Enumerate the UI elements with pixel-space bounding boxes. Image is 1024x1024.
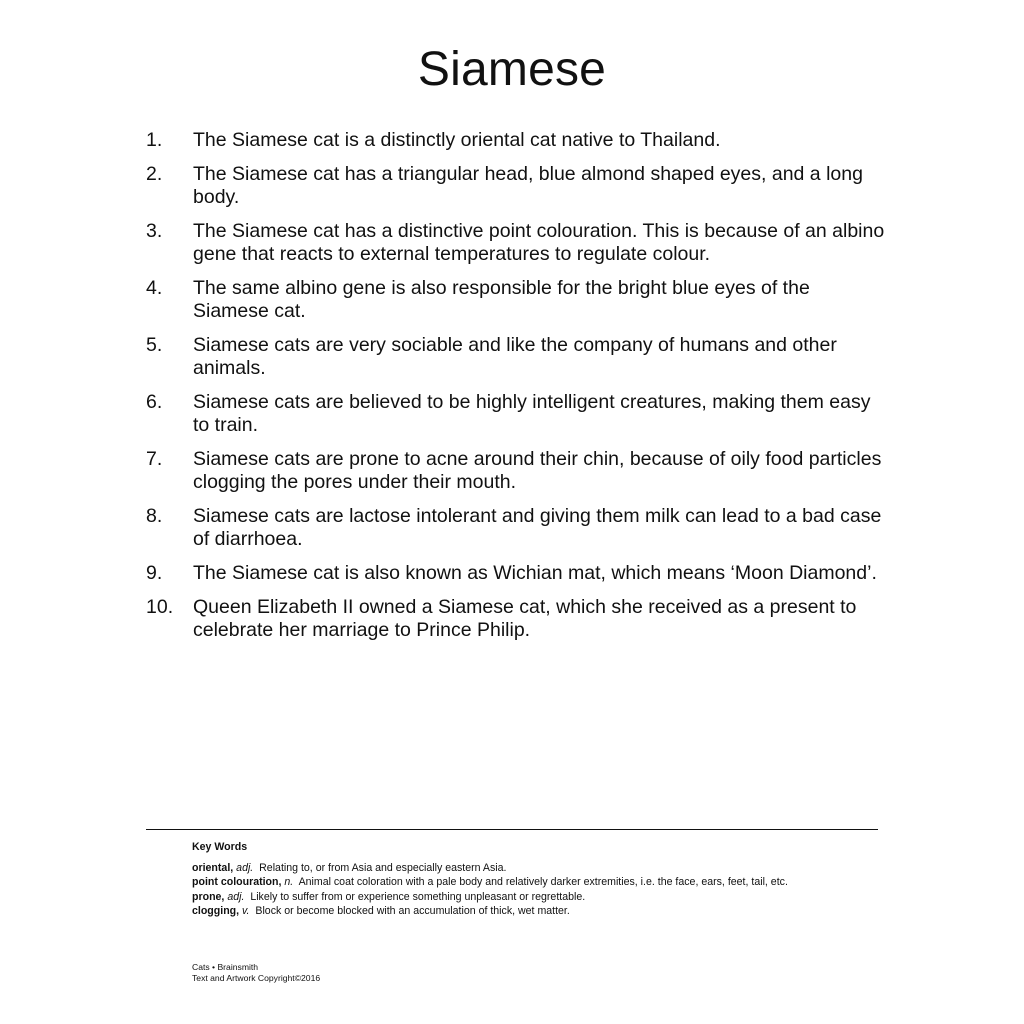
fact-text: Siamese cats are very sociable and like the company of humans and other animals. (193, 334, 837, 379)
fact-number: 5. (146, 334, 163, 356)
page-title: Siamese (417, 43, 607, 96)
keyword-definition: Likely to suffer from or experience something unpleasant or regrettable. (250, 890, 586, 903)
keyword-term: oriental, (192, 861, 234, 874)
fact-text: The Siamese cat has a triangular head, blue almond shaped eyes, and a long body. (193, 163, 863, 208)
keyword-term: point colouration, (192, 876, 282, 888)
fact-number: 4. (146, 277, 163, 299)
fact-text: Siamese cats are lactose intolerant and giving them milk can lead to a bad case of diarrhoea. (193, 505, 882, 550)
fact-item (146, 220, 886, 266)
fact-number: 1. (146, 129, 163, 151)
keyword-part-of-speech: n. (284, 876, 294, 888)
keyword-entry (192, 890, 882, 905)
fact-text: Siamese cats are believed to be highly intelligent creatures, making them easy to train. (193, 391, 871, 436)
keyword-entry (192, 904, 882, 919)
keyword-part-of-speech: adj. (227, 890, 245, 903)
fact-text: Siamese cats are prone to acne around their chin, because of oily food particles clogging the pores under their mouth. (193, 448, 882, 493)
keyword-definition: Block or become blocked with an accumulation of thick, wet matter. (255, 905, 570, 917)
fact-number: 3. (146, 220, 163, 242)
fact-text: The Siamese cat is also known as Wichian mat, which means ‘Moon Diamond’. (193, 562, 877, 584)
fact-item (146, 505, 886, 551)
section-divider (146, 829, 878, 830)
keyword-part-of-speech: v. (242, 905, 250, 917)
fact-number: 2. (146, 163, 163, 185)
footer-copyright: Text and Artwork Copyright©2016 (192, 973, 321, 983)
key-words-heading: Key Words (192, 841, 248, 853)
fact-item (146, 596, 886, 642)
keyword-term: prone, (192, 890, 225, 903)
fact-number: 7. (146, 448, 163, 470)
fact-number: 8. (146, 505, 163, 527)
fact-number: 10. (146, 596, 174, 618)
fact-item (146, 129, 886, 152)
keyword-term: clogging, (192, 905, 240, 917)
fact-text: The Siamese cat is a distinctly oriental cat native to Thailand. (193, 129, 721, 151)
fact-item (146, 562, 886, 585)
fact-text: Queen Elizabeth II owned a Siamese cat, which she received as a present to celebrate her marriage to Prince Philip. (193, 596, 857, 641)
fact-item (146, 391, 886, 437)
footer (192, 962, 320, 984)
fact-text: The Siamese cat has a distinctive point colouration. This is because of an albino gene that reacts to external temperatures to regulate colour. (193, 220, 885, 265)
keyword-definition: Relating to, or from Asia and especially eastern Asia. (259, 861, 507, 874)
facts-list (146, 129, 886, 653)
fact-item (146, 334, 886, 380)
keyword-entry (192, 875, 882, 890)
footer-series-line: Cats • Brainsmith (192, 962, 259, 972)
key-words-section (192, 840, 882, 919)
fact-item (146, 163, 886, 209)
fact-item (146, 448, 886, 494)
fact-item (146, 277, 886, 323)
fact-number: 9. (146, 562, 163, 584)
fact-number: 6. (146, 391, 163, 413)
keyword-part-of-speech: adj. (236, 861, 254, 874)
keyword-entry (192, 861, 882, 876)
keyword-definition: Animal coat coloration with a pale body and relatively darker extremities, i.e. the face, ears, feet, tail, etc. (298, 876, 788, 888)
fact-text: The same albino gene is also responsible for the bright blue eyes of the Siamese cat. (193, 277, 810, 322)
